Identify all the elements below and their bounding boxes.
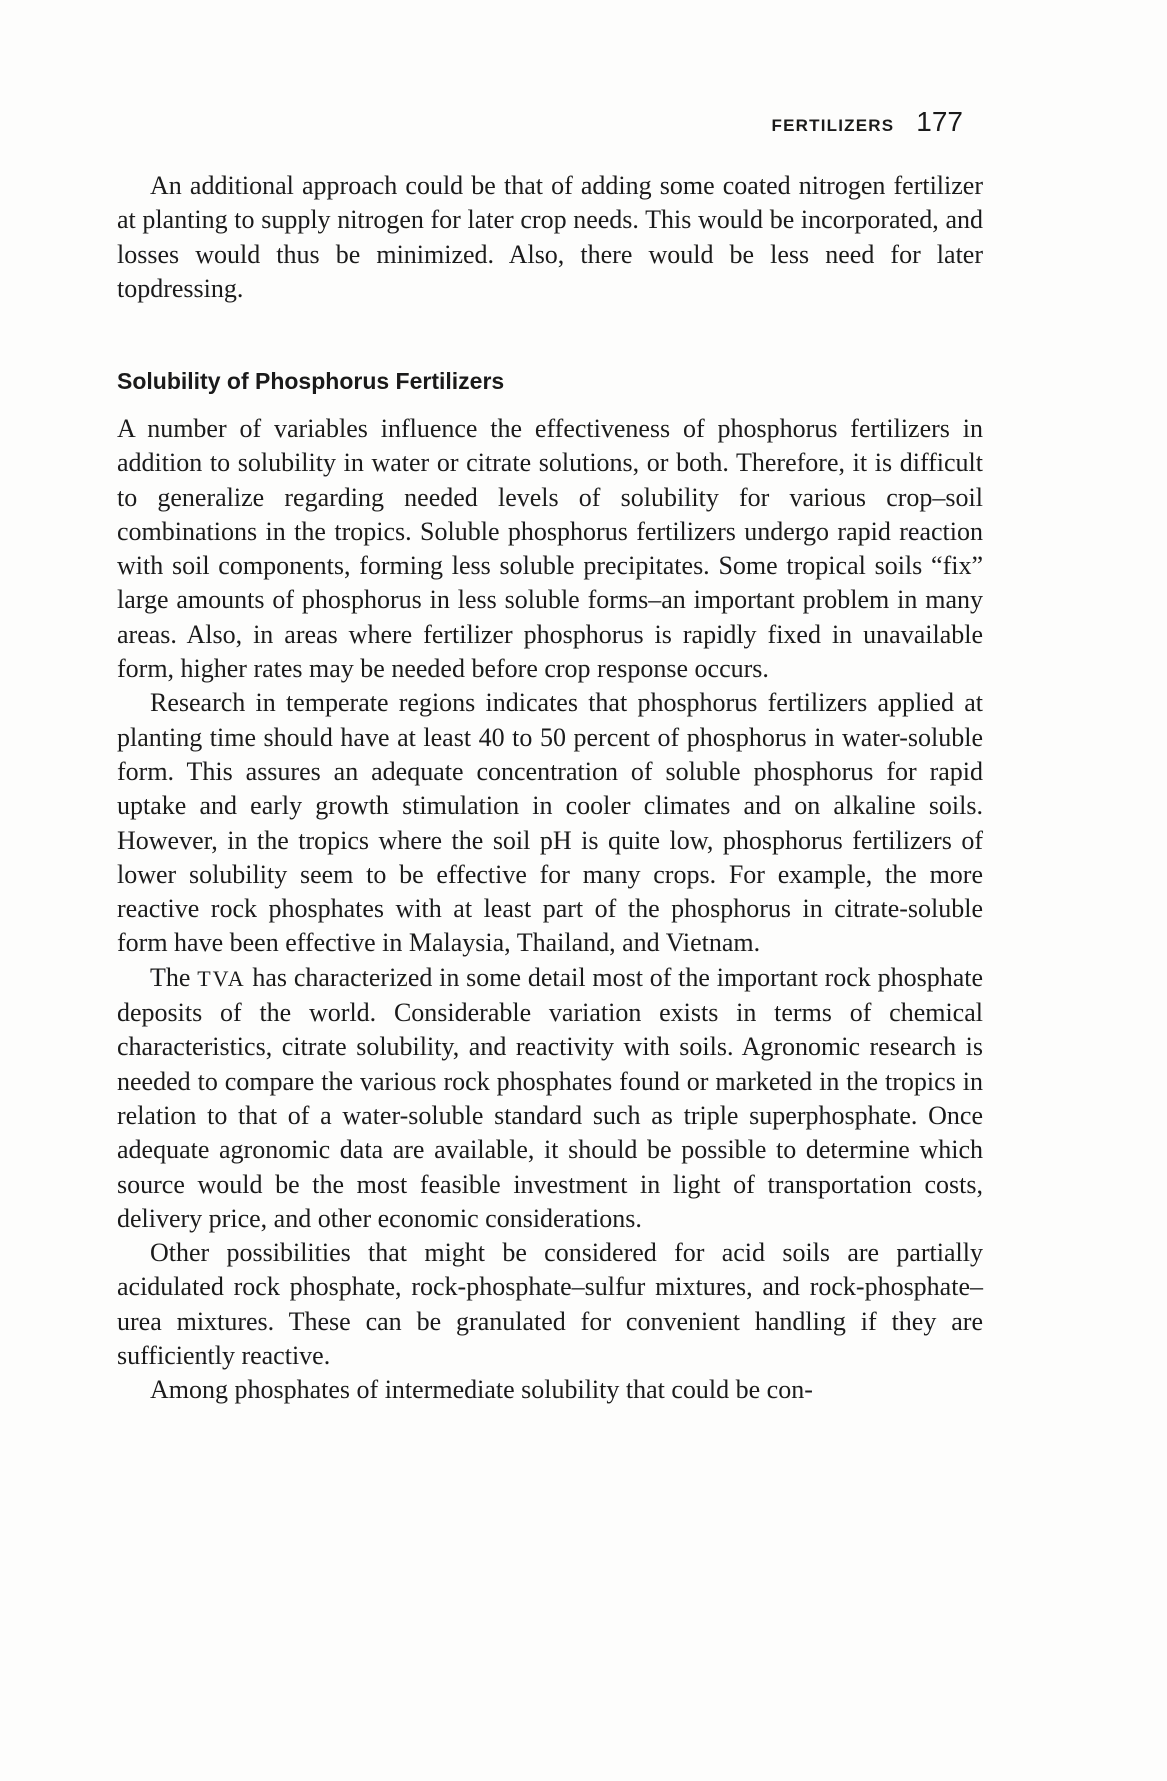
intro-paragraph: An additional approach could be that of adding some coated nitrogen fertilizer at planting to supply nitrogen for later crop needs. This would be incorporated, and losses would thus be minimized. Also, there would be less need for later topdressing.: [117, 171, 983, 303]
tva-paragraph-rest: has characterized in some detail most of the important rock phosphate deposits of the world. Considerable variation exists in terms of chemical characteristics, citrate solubility, and reactivity with soils. Agronomic research is needed to compare the various rock phosphates found or marketed in the tropics in relation to that of a water-soluble standard such as triple superphosphate. Once adequate agronomic data are available, it should be possible to determine which source would be the most feasible investment in light of transportation costs, delivery price, and other economic considerations.: [117, 962, 984, 1233]
body-paragraph: Research in temperate regions indicates that phosphorus fertilizers applied at planting time should have at least 40 to 50 percent of phosphorus in water-soluble form. This assures an adequate concentration of soluble phosphorus for rapid uptake and early growth stimulation in cooler climates and on alkaline soils. However, in the tropics where the soil pH is quite low, phosphorus fertilizers of lower solubility seem to be effective for many crops. For example, the more reactive rock phosphates with at least part of the phosphorus in citrate-soluble form have been effective in Malaysia, Thailand, and Vietnam.: [117, 688, 983, 958]
running-head-title: FERTILIZERS: [771, 116, 895, 135]
intro-text: [117, 169, 983, 306]
body-paragraph-tva: [117, 961, 983, 1236]
section-body: [117, 412, 983, 1408]
tva-paragraph-start: The: [150, 962, 198, 992]
body-paragraph-continued: Among phosphates of intermediate solubility that could be con-: [150, 1375, 813, 1405]
body-paragraph: Other possibilities that might be considered for acid soils are partially acidulated rock phosphate, rock-phosphate–sulfur mixtures, and rock-phosphate–urea mixtures. These can be granulated for convenient handling if they are sufficiently reactive.: [117, 1238, 983, 1371]
tva-abbreviation: TVA: [197, 965, 246, 991]
section-heading: Solubility of Phosphorus Fertilizers: [117, 368, 505, 394]
page-number: 177: [916, 106, 963, 137]
running-head: [772, 106, 963, 138]
body-paragraph: A number of variables influence the effectiveness of phosphorus fertilizers in addition to solubility in water or citrate solutions, or both. Therefore, it is difficult to generalize regarding needed levels of solubility for various crop–soil combinations in the tropics. Soluble phosphorus fertilizers undergo rapid reaction with soil components, forming less soluble precipitates. Some tropical soils “fix” large amounts of phosphorus in less soluble forms–an important problem in many areas. Also, in areas where fertilizer phosphorus is rapidly fixed in unavailable form, higher rates may be needed before crop response occurs.: [117, 414, 983, 684]
